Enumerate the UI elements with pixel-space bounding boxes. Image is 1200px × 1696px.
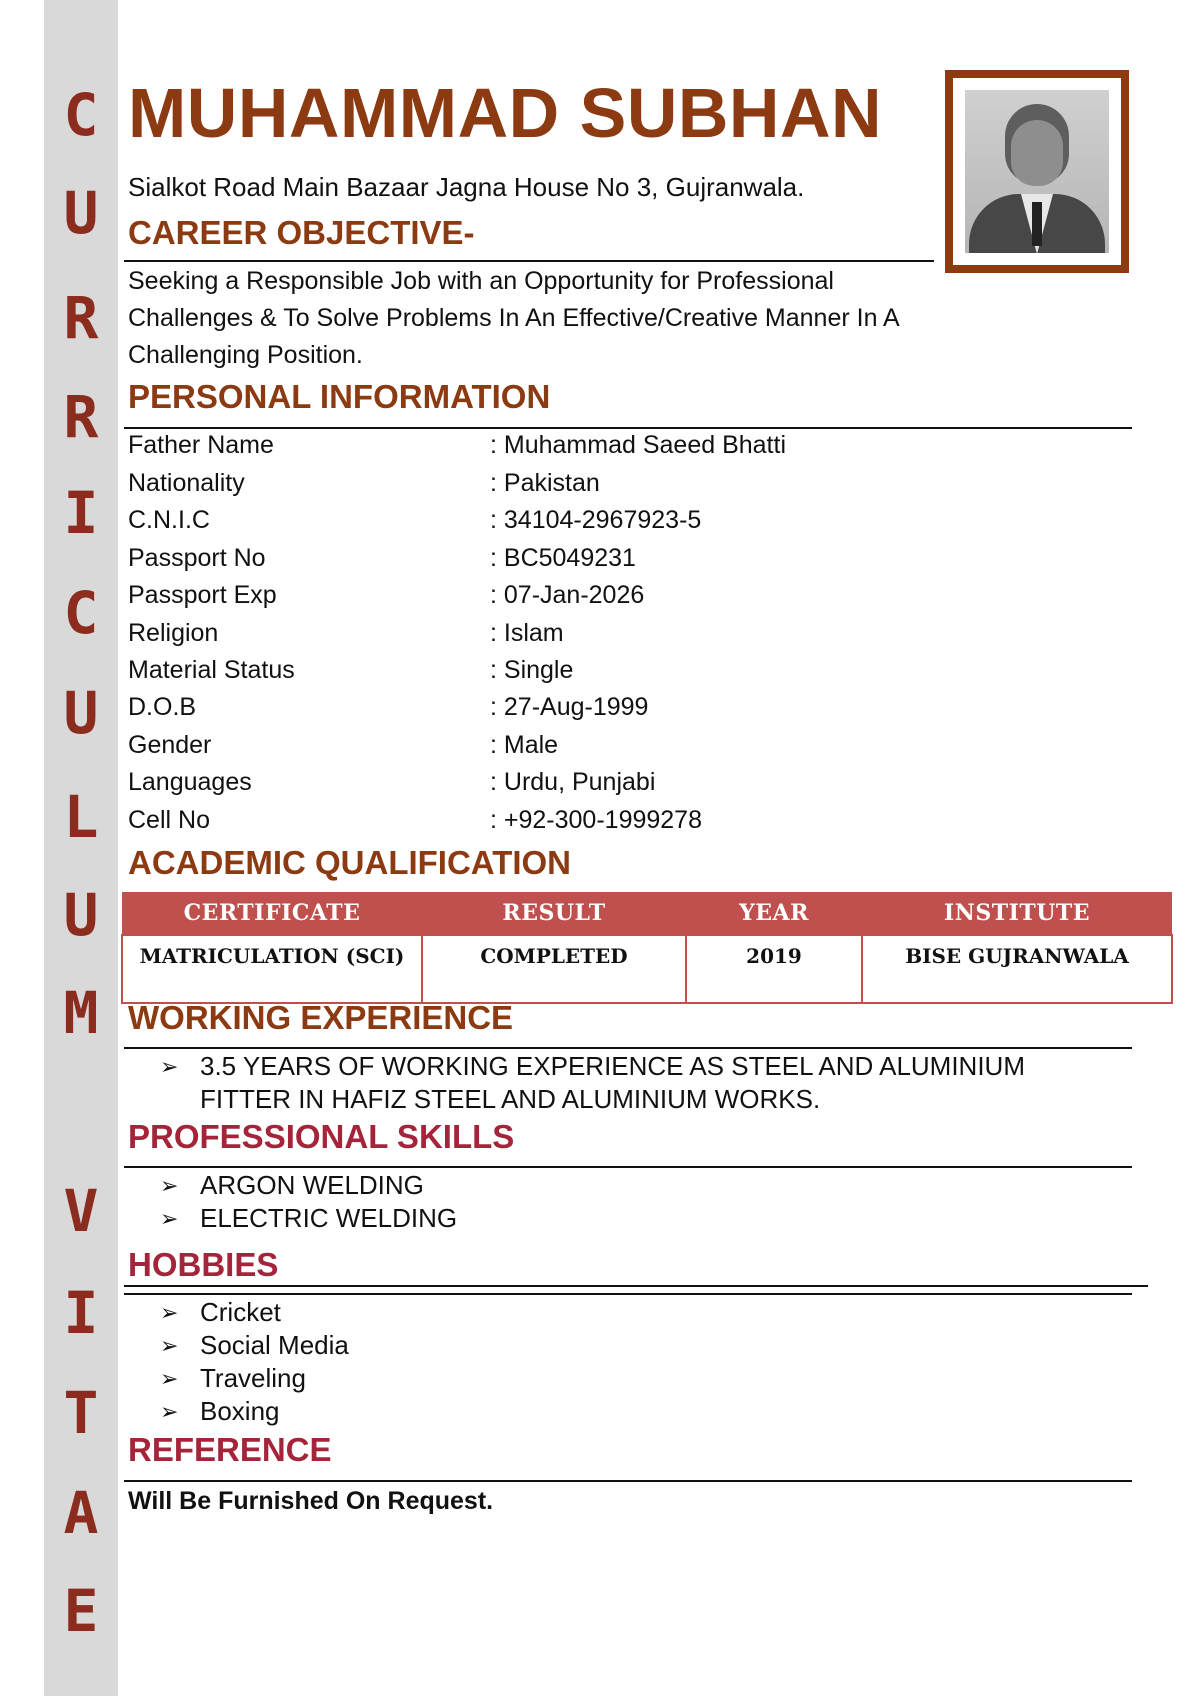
working-experience-heading: WORKING EXPERIENCE <box>128 999 514 1036</box>
profile-photo-frame <box>945 70 1129 273</box>
arrow-bullet-icon: ➢ <box>160 1054 179 1079</box>
experience-line: FITTER IN HAFIZ STEEL AND ALUMINIUM WORKS. <box>200 1084 821 1114</box>
career-objective-text <box>128 263 900 374</box>
list-item <box>160 1202 457 1235</box>
reference-heading: REFERENCE <box>128 1431 332 1468</box>
table-header-row <box>122 892 1172 935</box>
info-label: Material Status <box>128 656 295 684</box>
photo-tie <box>1032 202 1042 246</box>
info-value: : Male <box>490 731 559 759</box>
info-label: Passport No <box>128 544 266 572</box>
address: Sialkot Road Main Bazaar Jagna House No 3, Gujranwala. <box>128 172 805 202</box>
experience-line: 3.5 YEARS OF WORKING EXPERIENCE AS STEEL AND ALUMINIUM <box>200 1051 1025 1081</box>
info-label: Religion <box>128 619 219 647</box>
hobbies-divider-top <box>124 1285 1148 1287</box>
sidebar-letter: U <box>63 679 99 747</box>
list-item <box>160 1395 349 1428</box>
sidebar-letter: U <box>63 179 99 247</box>
list-item <box>160 1329 349 1362</box>
photo-face <box>1011 120 1063 186</box>
info-label: D.O.B <box>128 693 197 721</box>
sidebar-letter: T <box>63 1379 99 1447</box>
list-item <box>160 1362 349 1395</box>
sidebar-letter: V <box>63 1177 99 1245</box>
hobbies-divider <box>124 1293 1132 1295</box>
info-value: : Urdu, Punjabi <box>490 768 656 796</box>
sidebar-letter: R <box>63 284 99 352</box>
arrow-bullet-icon: ➢ <box>160 1399 179 1424</box>
skills-divider <box>124 1166 1132 1168</box>
skills-list <box>160 1169 457 1235</box>
sidebar-letter: R <box>63 383 99 451</box>
hobby-text: Boxing <box>200 1396 280 1426</box>
info-label: Nationality <box>128 469 245 497</box>
table-cell: 2019 <box>686 935 862 1003</box>
sidebar-letter: C <box>63 579 99 647</box>
table-cell: BISE GUJRANWALA <box>862 935 1172 1003</box>
info-label: Cell No <box>128 806 210 834</box>
sidebar-letter: E <box>63 1577 99 1645</box>
sidebar-letter: M <box>63 979 99 1047</box>
profile-photo <box>965 90 1109 253</box>
hobby-text: Social Media <box>200 1330 349 1360</box>
info-value: : +92-300-1999278 <box>490 806 702 834</box>
info-value: : Single <box>490 656 574 684</box>
arrow-bullet-icon: ➢ <box>160 1206 179 1231</box>
info-value: : 27-Aug-1999 <box>490 693 649 721</box>
column-header: INSTITUTE <box>862 892 1172 935</box>
arrow-bullet-icon: ➢ <box>160 1366 179 1391</box>
sidebar-letter: I <box>63 479 99 547</box>
professional-skills-heading: PROFESSIONAL SKILLS <box>128 1118 515 1155</box>
table-cell: MATRICULATION (SCI) <box>122 935 422 1003</box>
hobby-text: Cricket <box>200 1297 281 1327</box>
career-line: Challenging Position. <box>128 341 363 369</box>
experience-list <box>160 1050 1025 1116</box>
academic-table <box>121 892 1173 1004</box>
hobbies-list <box>160 1296 349 1428</box>
info-value: : 34104-2967923-5 <box>490 506 702 534</box>
info-value: : Muhammad Saeed Bhatti <box>490 431 786 459</box>
hobbies-heading: HOBBIES <box>128 1246 279 1283</box>
sidebar-letter: I <box>63 1279 99 1347</box>
career-line: Challenges & To Solve Problems In An Effective/Creative Manner In A <box>128 304 900 332</box>
personal-info-heading: PERSONAL INFORMATION <box>128 378 551 415</box>
info-label: Gender <box>128 731 212 759</box>
column-header: CERTIFICATE <box>122 892 422 935</box>
sidebar-letter: C <box>63 81 99 149</box>
sidebar-letter: L <box>63 783 99 851</box>
list-item <box>160 1296 349 1329</box>
hobby-text: Traveling <box>200 1363 306 1393</box>
info-label: Father Name <box>128 431 274 459</box>
sidebar-letter: A <box>63 1479 99 1547</box>
list-item <box>160 1050 1025 1116</box>
reference-text: Will Be Furnished On Request. <box>128 1487 494 1515</box>
academic-heading: ACADEMIC QUALIFICATION <box>128 844 572 881</box>
arrow-bullet-icon: ➢ <box>160 1333 179 1358</box>
info-label: Passport Exp <box>128 581 277 609</box>
list-item <box>160 1169 457 1202</box>
column-header: RESULT <box>422 892 686 935</box>
info-label: C.N.I.C <box>128 506 210 534</box>
column-header: YEAR <box>686 892 862 935</box>
arrow-bullet-icon: ➢ <box>160 1173 179 1198</box>
skill-text: ELECTRIC WELDING <box>200 1203 458 1233</box>
career-objective-heading: CAREER OBJECTIVE- <box>128 214 475 251</box>
info-label: Languages <box>128 768 252 796</box>
full-name: MUHAMMAD SUBHAN <box>128 74 883 152</box>
table-row <box>122 935 1172 1003</box>
arrow-bullet-icon: ➢ <box>160 1300 179 1325</box>
sidebar-letter: U <box>63 881 99 949</box>
skill-text: ARGON WELDING <box>200 1170 424 1200</box>
career-line: Seeking a Responsible Job with an Opportunity for Professional <box>128 267 834 295</box>
reference-divider <box>124 1480 1132 1482</box>
info-value: : BC5049231 <box>490 544 636 572</box>
info-value: : Islam <box>490 619 564 647</box>
experience-divider <box>124 1047 1132 1049</box>
career-divider <box>124 260 934 262</box>
info-value: : Pakistan <box>490 469 600 497</box>
table-cell: COMPLETED <box>422 935 686 1003</box>
info-value: : 07-Jan-2026 <box>490 581 645 609</box>
